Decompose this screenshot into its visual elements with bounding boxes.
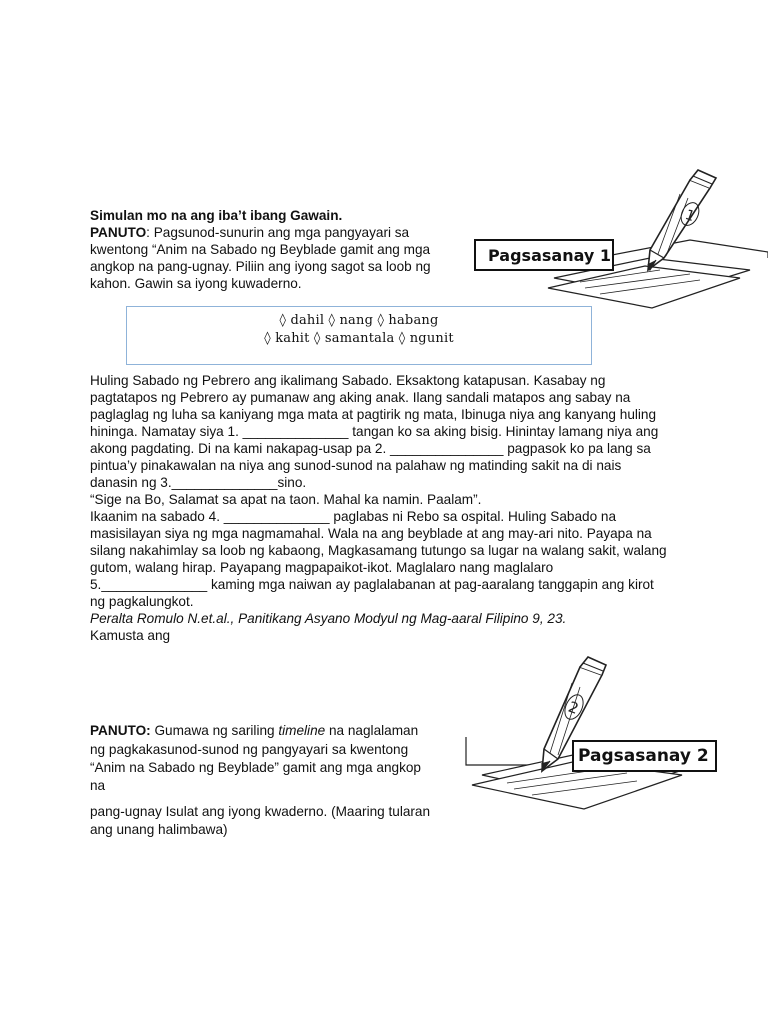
exercise-2-label: Pagsasanay 2 <box>572 740 717 772</box>
story-line: masisilayan siya ng mga nagmamahal. Wala na ang beyblade at ang may-ari nito. Payapa na <box>90 526 652 541</box>
intro-line: kahon. Gawin sa iyong kuwaderno. <box>90 276 302 291</box>
choices-row-1: ◊ dahil ◊ nang ◊ habang <box>279 313 439 328</box>
story-line: akong pagdating. Di na kami nakapag-usap pa 2. _______________ pagpasok ko pa lang sa <box>90 441 651 456</box>
panuto-1-line <box>90 224 409 241</box>
story-line: pintua’y pinakawalan na niya ang sunod-sunod na palahaw ng matinding sakit na di nais <box>90 458 622 473</box>
story-line: 5.______________ kaming mga naiwan ay paglalabanan at pag-aaralang tanggapin ang kirot <box>90 577 654 592</box>
exercise-1-label: Pagsasanay 1 <box>474 239 614 271</box>
panuto-2-line: pang-ugnay Isulat ang iyong kwaderno. (Maaring tularan <box>90 804 431 819</box>
panuto-text: : Pagsunod-sunurin ang mga pangyayari sa <box>146 225 410 240</box>
panuto-2-text: na naglalaman <box>325 723 419 738</box>
intro-line: kwentong “Anim na Sabado ng Beyblade gamit ang mga <box>90 242 431 257</box>
paper-pencil-illustration-2 <box>462 655 712 810</box>
story-line: paglaglag ng luha sa kaniyang mga mata at pagtirik ng mata, Ibinuga niya ang kanyang huling <box>90 407 657 422</box>
story-line: silang nakahimlay sa loob ng kabaong, Magkasamang tutungo sa lugar na walang sakit, walang <box>90 543 667 558</box>
panuto-2-line: “Anim na Sabado ng Beyblade” gamit ang mga angkop <box>90 760 421 775</box>
panuto-label: PANUTO <box>90 225 147 240</box>
story-line: Kamusta ang <box>90 628 171 643</box>
story-line: Ikaanim na sabado 4. ______________ paglabas ni Rebo sa ospital. Huling Sabado na <box>90 509 617 524</box>
intro-heading: Simulan mo na ang iba’t ibang Gawain. <box>90 208 343 223</box>
story-line: “Sige na Bo, Salamat sa apat na taon. Mahal ka namin. Paalam”. <box>90 492 482 507</box>
citation: Peralta Romulo N.et.al., Panitikang Asyano Modyul ng Mag-aaral Filipino 9, 23. <box>90 611 567 626</box>
exercise-2-number: 2 <box>565 697 582 718</box>
panuto-2-text: Gumawa ng sariling <box>150 723 279 738</box>
timeline-term: timeline <box>278 723 326 738</box>
choices-row-2: ◊ kahit ◊ samantala ◊ ngunit <box>264 331 454 346</box>
panuto-2-line: ang unang halimbawa) <box>90 822 228 837</box>
intro-line: angkop na pang-ugnay. Piliin ang iyong sagot sa loob ng <box>90 259 431 274</box>
story-line: pagtatapos ng Pebrero ay pumanaw ang aking anak. Ilang sandali matapos ang sabay na <box>90 390 631 405</box>
story-line: danasin ng 3.______________sino. <box>90 475 307 490</box>
panuto-2-line: na <box>90 778 106 793</box>
exercise-1-number: 1 <box>682 206 697 226</box>
story-line: hininga. Namatay siya 1. ______________ tangan ko sa aking bisig. Hinintay lamang niya ang <box>90 424 659 439</box>
story-line: Huling Sabado ng Pebrero ang ikalimang Sabado. Eksaktong katapusan. Kasabay ng <box>90 373 606 388</box>
panuto-2-label: PANUTO: <box>90 723 151 738</box>
panuto-2-line: ng pagkakasunod-sunod ng pangyayari sa kwentong <box>90 742 409 757</box>
panuto-2-line <box>90 722 418 739</box>
word-choices-box <box>126 306 592 365</box>
story-line: gutom, walang hirap. Payapang magpapaikot-ikot. Maglalaro nang maglalaro <box>90 560 554 575</box>
story-line: ng pagkalungkot. <box>90 594 194 609</box>
